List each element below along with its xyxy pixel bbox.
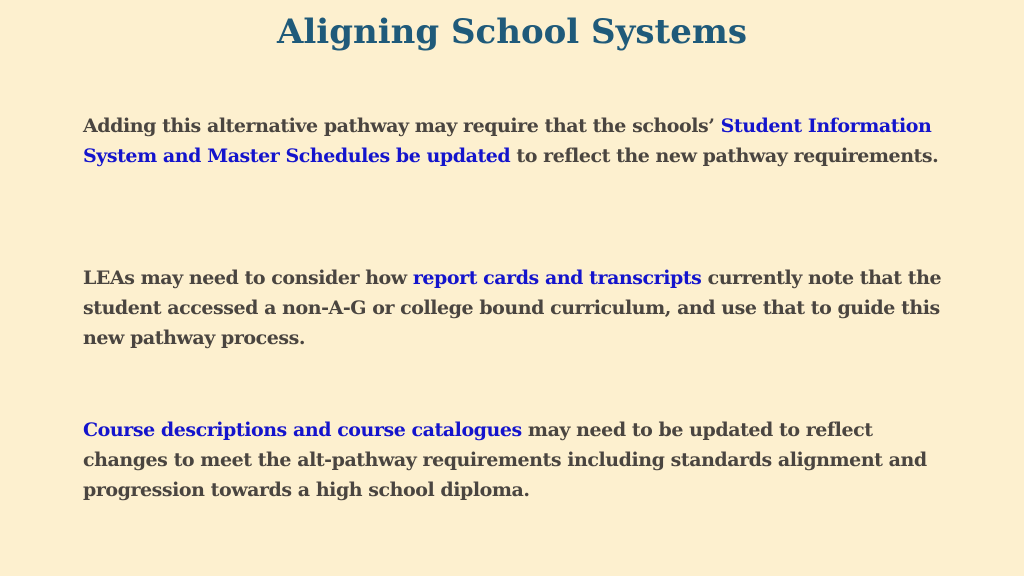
paragraph-text: to reflect the new pathway requirements. [510, 145, 939, 167]
highlighted-phrase: Course descriptions and course catalogues [83, 419, 522, 441]
paragraph-text: Adding this alternative pathway may require that the schools’ [83, 115, 721, 137]
slide-title: Aligning School Systems [277, 12, 747, 52]
paragraph-text: currently note that the student accessed a non-A-G or college bound curriculum, and use that to guide this new pathway process. [83, 267, 942, 349]
paragraph-text: may need to be updated to reflect changes to meet the alt-pathway requirements including standards alignment and progression towards a high school diploma. [83, 419, 927, 501]
paragraph-sis-master-schedules [83, 111, 943, 171]
paragraph-text: LEAs may need to consider how [83, 267, 413, 289]
paragraph-report-cards [83, 263, 943, 353]
highlighted-phrase: report cards and transcripts [412, 267, 702, 289]
highlighted-phrase: Student Information System and Master Schedules be updated [83, 115, 932, 167]
paragraph-course-descriptions [83, 415, 943, 505]
